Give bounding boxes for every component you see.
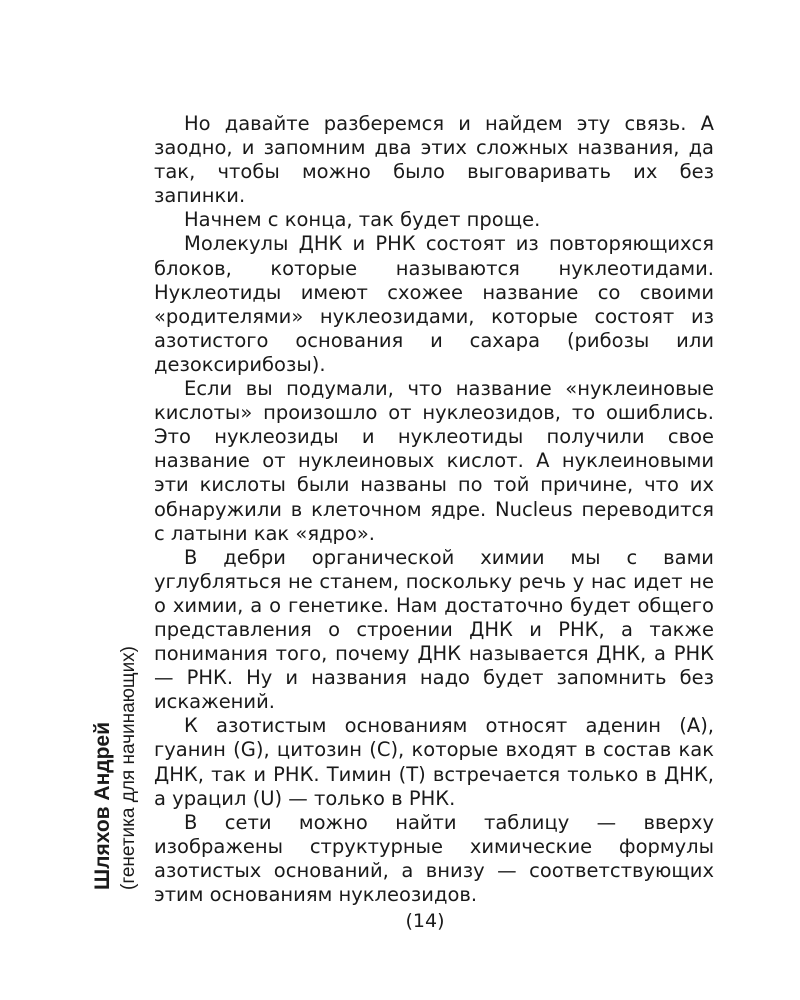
body-text <box>154 112 714 907</box>
author-name: Шляхов Андрей <box>91 721 114 890</box>
paragraph: В дебри органической химии мы с вами углубляться не станем, поскольку речь у нас идет не о химии, а о генетике. Нам достаточно будет общего представления о строении ДНК и РНК, а также понимания того, почему ДНК называется ДНК, а РНК — РНК. Ну и названия надо будет запомнить без искажений. <box>154 545 714 714</box>
paragraph: Если вы подумали, что название «нуклеиновые кислоты» произошло от нуклеозидов, то ошиблись. Это нуклеозиды и нуклеотиды получили свое название от нуклеиновых кислот. А нуклеиновыми эти кислоты были названы по той причине, что их обнаружили в клеточном ядре. Nucleus переводится с латыни как «ядро». <box>154 377 714 545</box>
page-number: (14) <box>405 910 445 932</box>
running-header-vertical <box>91 645 412 890</box>
paragraph: Молекулы ДНК и РНК состоят из повторяющихся блоков, которые называются нуклеотидами. Нуклеотиды имеют схожее название со своими «родителями» нуклеозидами, которые состоят из азотистого основания и сахара (рибозы или дезоксирибозы). <box>154 232 714 376</box>
paragraph: В сети можно найти таблицу — вверху изображены структурные химические формулы азотистых оснований, а внизу — соответствующих этим основаниям нуклеозидов. <box>154 810 714 906</box>
paragraph: К азотистым основаниям относят аденин (A), гуанин (G), цитозин (C), которые входят в состав как ДНК, так и РНК. Тимин (T) встречается только в ДНК, а урацил (U) — только в РНК. <box>154 714 714 810</box>
paragraph: Начнем с конца, так будет проще. <box>184 208 541 232</box>
paragraph: Но давайте разберемся и найдем эту связь. А заодно, и запомним два этих сложных названия, да так, чтобы можно было выговаривать их без запинки. <box>154 112 714 208</box>
book-subtitle: (генетика для начинающих) <box>118 645 139 890</box>
